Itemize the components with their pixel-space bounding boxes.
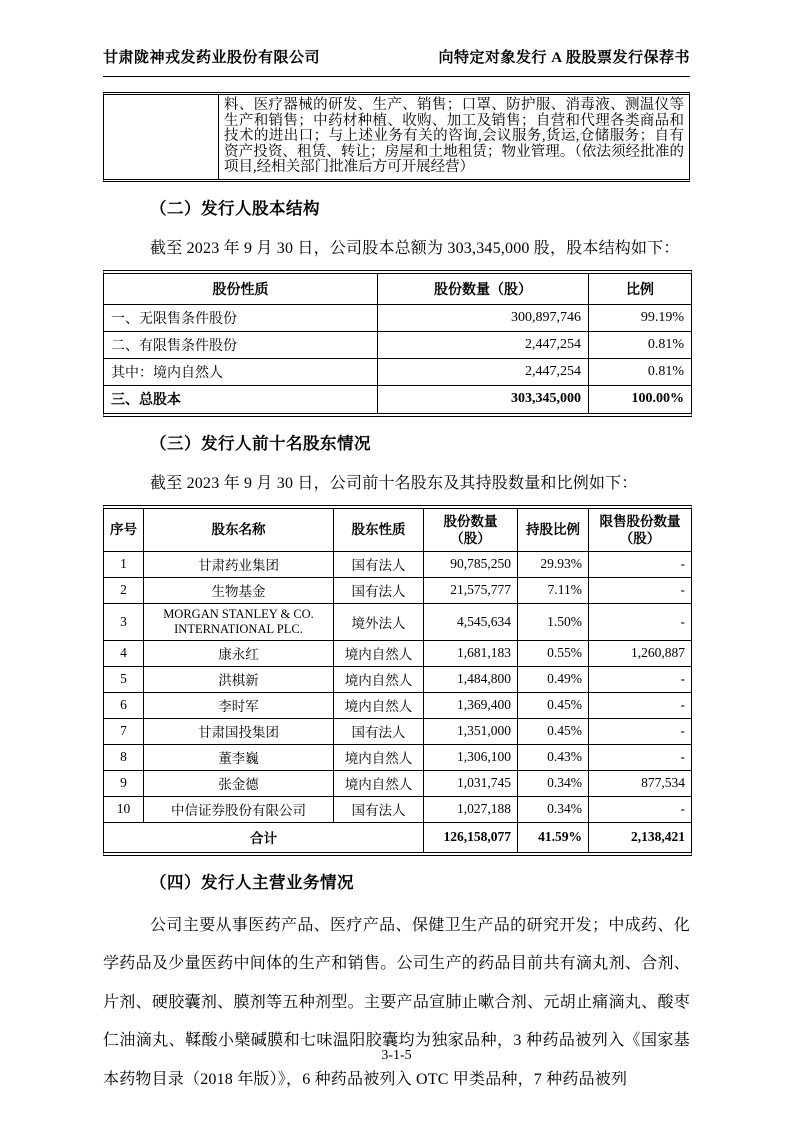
cell-total-restricted: 2,138,421 — [631, 829, 685, 845]
business-scope-text-cell: 料、医疗器械的研发、生产、销售；口罩、防护服、消毒液、测温仪等生产和销售；中药材种植、收购、加工及销售；自营和代理各类商品和技术的进出口；与上述业务有关的咨询,会议服务,货运,仓储服务；自有资产投资、租赁、转让；房屋和土地租赁；物业管理。（依法须经批准的项目,经相关部门批准后方可开展经营） — [224, 97, 684, 176]
table-row — [104, 359, 691, 386]
table-header-row — [104, 274, 691, 305]
header-cell-share-count: 股份数量（股） — [424, 509, 518, 552]
cell-index: 3 — [104, 604, 144, 641]
cell-restricted-count: - — [589, 719, 691, 745]
cell-index: 2 — [104, 578, 144, 604]
cell-total-ratio: 41.59% — [518, 823, 589, 852]
cell-index: 4 — [104, 641, 144, 667]
cell-share-count: 300,897,746 — [378, 305, 589, 332]
top-shareholders-table — [103, 505, 692, 856]
cell-ratio: 0.81% — [589, 332, 691, 359]
table-row — [104, 578, 691, 604]
cell-total-count: 126,158,077 — [424, 823, 518, 852]
section-heading-capital-structure: （二）发行人股本结构 — [150, 198, 320, 218]
cell-shareholder-nature: 境内自然人 — [334, 641, 424, 667]
cell-share-count: 90,785,250 — [424, 552, 518, 578]
header-cell-holding-ratio: 持股比例 — [518, 509, 589, 552]
section-heading-main-business: （四）发行人主营业务情况 — [150, 872, 354, 892]
header-document-title: 向特定对象发行 A 股股票发行保荐书 — [438, 50, 690, 66]
cell-share-count: 1,484,800 — [424, 667, 518, 693]
cell-restricted-count: 1,260,887 — [589, 641, 691, 667]
table-row — [104, 745, 691, 771]
cell-shareholder-name: 中信证券股份有限公司 — [144, 797, 334, 823]
table-row — [104, 604, 691, 641]
cell-index: 6 — [104, 693, 144, 719]
cell-share-count: 2,447,254 — [378, 359, 589, 386]
header-cell-shareholder-name: 股东名称 — [144, 509, 334, 552]
cell-restricted-count: - — [589, 552, 691, 578]
cell-index: 10 — [104, 797, 144, 823]
cell-holding-ratio: 0.45% — [518, 719, 589, 745]
cell-holding-ratio: 1.50% — [518, 604, 589, 641]
main-business-paragraph: 公司主要从事医药产品、医疗产品、保健卫生产品的研究开发；中成药、化学药品及少量医药中间体的生产和销售。公司生产的药品目前共有滴丸剂、合剂、片剂、硬胶囊剂、膜剂等五种剂型。主要产品宣肺止嗽合剂、元胡止痛滴丸、酸枣仁油滴丸、鞣酸小檗碱膜和七味温阳胶囊均为独家品种，3 种药品被列入《国家基本药物目录（2018 年版）》，6 种药品被列入 OTC 甲类品种，7 种药品被列 — [103, 916, 690, 1088]
cell-holding-ratio: 0.34% — [518, 771, 589, 797]
cell-share-count: 1,369,400 — [424, 693, 518, 719]
cell-share-nature: 一、无限售条件股份 — [104, 305, 378, 332]
table-header-row — [104, 509, 691, 552]
header-cell-shareholder-nature: 股东性质 — [334, 509, 424, 552]
cell-total-ratio: 100.00% — [631, 391, 684, 407]
cell-index: 5 — [104, 667, 144, 693]
cell-shareholder-name: MORGAN STANLEY & CO. INTERNATIONAL PLC. — [144, 604, 334, 641]
table-row — [104, 693, 691, 719]
capital-structure-intro: 截至 2023 年 9 月 30 日，公司股本总额为 303,345,000 股，股本结构如下： — [150, 239, 680, 257]
header-cell-restricted-count: 限售股份数量（股） — [589, 509, 691, 552]
header-cell-share-nature: 股份性质 — [104, 274, 378, 305]
cell-holding-ratio: 7.11% — [518, 578, 589, 604]
cell-holding-ratio: 0.49% — [518, 667, 589, 693]
cell-holding-ratio: 0.45% — [518, 693, 589, 719]
cell-restricted-count: 877,534 — [589, 771, 691, 797]
cell-shareholder-name: 洪棋新 — [144, 667, 334, 693]
header-company-name: 甘肃陇神戎发药业股份有限公司 — [103, 50, 321, 66]
header-cell-index: 序号 — [104, 509, 144, 552]
cell-shareholder-nature: 境内自然人 — [334, 745, 424, 771]
cell-shareholder-name: 甘肃国投集团 — [144, 719, 334, 745]
cell-share-nature: 其中：境内自然人 — [104, 359, 378, 386]
cell-ratio: 0.81% — [589, 359, 691, 386]
cell-shareholder-nature: 境外法人 — [334, 604, 424, 641]
cell-index: 7 — [104, 719, 144, 745]
cell-holding-ratio: 0.55% — [518, 641, 589, 667]
cell-restricted-count: - — [589, 797, 691, 823]
cell-shareholder-name: 康永红 — [144, 641, 334, 667]
cell-holding-ratio: 29.93% — [518, 552, 589, 578]
page-number: 3-1-5 — [381, 1048, 412, 1063]
table-total-row — [104, 823, 691, 852]
cell-shareholder-name: 董李巍 — [144, 745, 334, 771]
table-row — [104, 305, 691, 332]
table-row — [104, 797, 691, 823]
capital-structure-table — [103, 270, 692, 417]
cell-holding-ratio: 0.34% — [518, 797, 589, 823]
cell-share-count: 4,545,634 — [424, 604, 518, 641]
cell-shareholder-nature: 境内自然人 — [334, 693, 424, 719]
table-row — [104, 667, 691, 693]
cell-share-count: 2,447,254 — [378, 332, 589, 359]
cell-restricted-count: - — [589, 693, 691, 719]
table-row — [104, 552, 691, 578]
cell-total-label: 三、总股本 — [104, 386, 378, 413]
cell-shareholder-nature: 境内自然人 — [334, 667, 424, 693]
cell-share-count: 1,306,100 — [424, 745, 518, 771]
cell-shareholder-nature: 国有法人 — [334, 578, 424, 604]
cell-shareholder-name: 张金德 — [144, 771, 334, 797]
cell-share-count: 1,027,188 — [424, 797, 518, 823]
cell-shareholder-nature: 境内自然人 — [334, 771, 424, 797]
cell-shareholder-name: 李时军 — [144, 693, 334, 719]
cell-restricted-count: - — [589, 604, 691, 641]
header-cell-ratio: 比例 — [589, 274, 691, 305]
cell-total-count: 303,345,000 — [378, 386, 589, 413]
cell-index: 1 — [104, 552, 144, 578]
cell-index: 9 — [104, 771, 144, 797]
table-row — [104, 332, 691, 359]
cell-shareholder-nature: 国有法人 — [334, 797, 424, 823]
cell-share-count: 21,575,777 — [424, 578, 518, 604]
business-scope-continued-table — [103, 92, 690, 182]
cell-restricted-count: - — [589, 745, 691, 771]
cell-shareholder-nature: 国有法人 — [334, 719, 424, 745]
section-heading-top-shareholders: （三）发行人前十名股东情况 — [150, 433, 371, 453]
cell-share-count: 1,681,183 — [424, 641, 518, 667]
page-header — [103, 46, 690, 77]
table-row — [104, 641, 691, 667]
header-cell-share-count: 股份数量（股） — [378, 274, 589, 305]
cell-index: 8 — [104, 745, 144, 771]
cell-share-count: 1,031,745 — [424, 771, 518, 797]
cell-shareholder-nature: 国有法人 — [334, 552, 424, 578]
cell-shareholder-name: 甘肃药业集团 — [144, 552, 334, 578]
cell-share-count: 1,351,000 — [424, 719, 518, 745]
cell-restricted-count: - — [589, 667, 691, 693]
table-row — [104, 95, 689, 179]
table-total-row — [104, 386, 691, 413]
empty-label-cell — [104, 95, 219, 179]
top-shareholders-intro: 截至 2023 年 9 月 30 日，公司前十名股东及其持股数量和比例如下： — [150, 474, 638, 492]
table-row — [104, 719, 691, 745]
cell-shareholder-name: 生物基金 — [144, 578, 334, 604]
cell-share-nature: 二、有限售条件股份 — [104, 332, 378, 359]
cell-holding-ratio: 0.43% — [518, 745, 589, 771]
cell-ratio: 99.19% — [589, 305, 691, 332]
table-row — [104, 771, 691, 797]
cell-restricted-count: - — [589, 578, 691, 604]
cell-total-label: 合计 — [104, 823, 424, 852]
